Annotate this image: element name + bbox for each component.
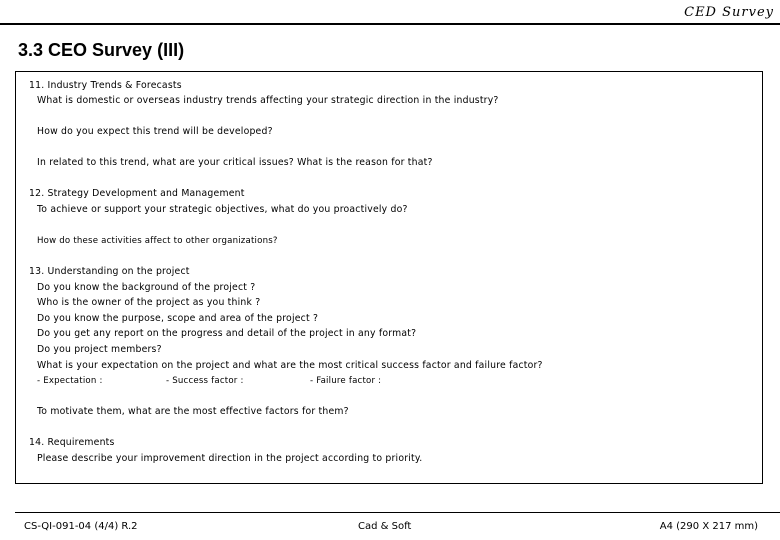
section-13-question-5: Do you project members? [37, 344, 162, 355]
header-label: CED Survey [684, 5, 774, 20]
section-14-heading: 14. Requirements [29, 437, 115, 448]
section-13-question-4: Do you get any report on the progress and detail of the project in any format? [37, 328, 417, 339]
section-13-question-7: To motivate them, what are the most effective factors for them? [37, 406, 349, 417]
section-11-question-3: In related to this trend, what are your critical issues? What is the reason for that? [37, 157, 433, 168]
header-divider [0, 23, 780, 25]
section-13-question-2: Who is the owner of the project as you think ? [37, 297, 261, 308]
footer-company: Cad & Soft [358, 521, 412, 532]
success-factor-label: - Success factor : [166, 376, 244, 386]
section-12-question-1: To achieve or support your strategic objectives, what do you proactively do? [37, 204, 408, 215]
section-14-question-1: Please describe your improvement direction in the project according to priority. [37, 453, 423, 464]
footer-divider [15, 512, 780, 513]
section-12-question-2: How do these activities affect to other organizations? [37, 236, 278, 246]
section-11-question-2: How do you expect this trend will be developed? [37, 126, 273, 137]
footer-paper-size: A4 (290 X 217 mm) [659, 521, 758, 532]
section-12-heading: 12. Strategy Development and Management [29, 188, 245, 199]
section-13-question-1: Do you know the background of the project ? [37, 282, 256, 293]
section-13-question-6: What is your expectation on the project and what are the most critical success factor and failure factor? [37, 360, 543, 371]
page-title: 3.3 CEO Survey (III) [18, 40, 185, 60]
footer-doc-id: CS-QI-091-04 (4/4) R.2 [24, 521, 138, 532]
section-11-question-1: What is domestic or overseas industry trends affecting your strategic direction in the industry? [37, 95, 499, 106]
section-11-heading: 11. Industry Trends & Forecasts [29, 80, 182, 91]
section-13-question-3: Do you know the purpose, scope and area of the project ? [37, 313, 319, 324]
section-13-heading: 13. Understanding on the project [29, 266, 190, 277]
expectation-label: - Expectation : [37, 376, 103, 386]
failure-factor-label: - Failure factor : [310, 376, 382, 386]
survey-content-box [15, 71, 763, 484]
